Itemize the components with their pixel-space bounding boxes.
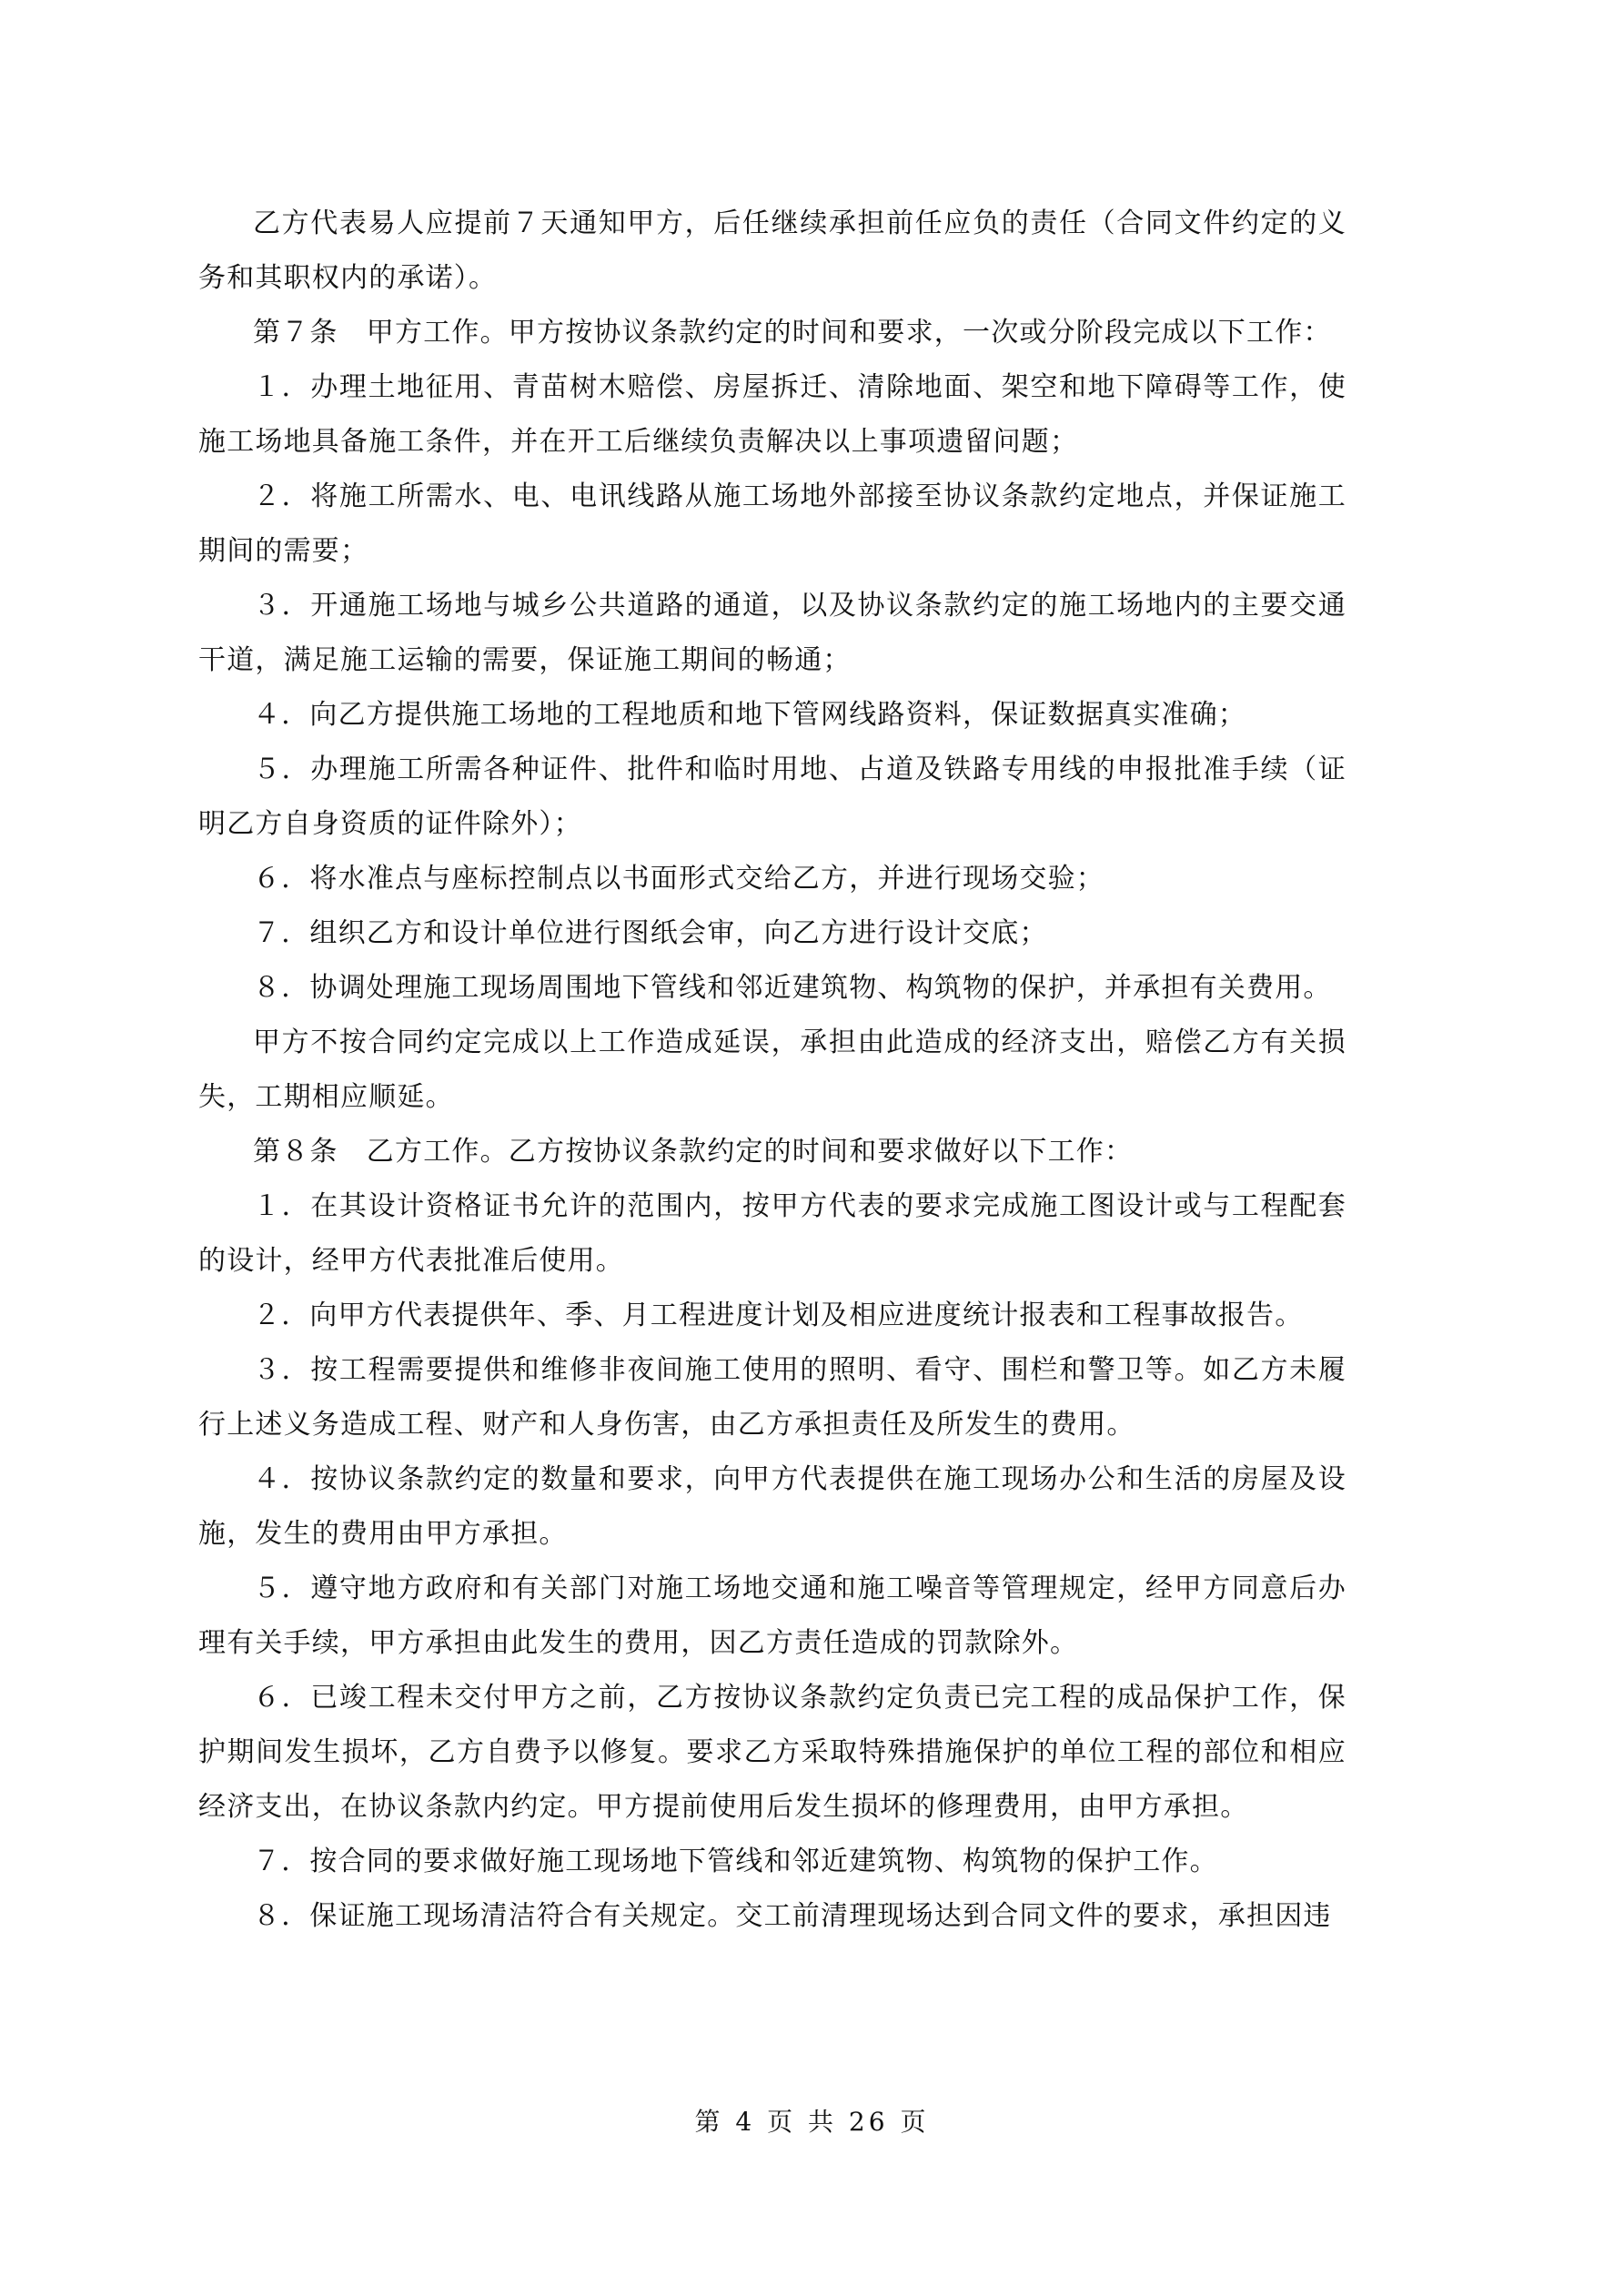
article-7-item-7: ７．组织乙方和设计单位进行图纸会审，向乙方进行设计交底； xyxy=(253,917,1048,949)
article-7-item-5: ５．办理施工所需各种证件、批件和临时用地、占道及铁路专用线的申报批准手续（证明乙方自身资质的证件除外）； xyxy=(198,754,1347,840)
article-7-heading: 第７条 甲方工作。甲方按协议条款约定的时间和要求，一次或分阶段完成以下工作： xyxy=(253,317,1332,349)
article-7-item-6: ６．将水准点与座标控制点以书面形式交给乙方，并进行现场交验； xyxy=(253,863,1105,895)
article-8-item-1: １．在其设计资格证书允许的范围内，按甲方代表的要求完成施工图设计或与工程配套的设计，经甲方代表批准后使用。 xyxy=(198,1190,1347,1277)
article-7-item-4: ４．向乙方提供施工场地的工程地质和地下管网线路资料，保证数据真实准确； xyxy=(253,699,1246,731)
article-7-item-2: ２．将施工所需水、电、电讯线路从施工场地外部接至协议条款约定地点，并保证施工期间的需要； xyxy=(198,480,1347,567)
page-number-footer: 第 4 页 共 26 页 xyxy=(694,2107,930,2137)
article-8-heading: 第８条 乙方工作。乙方按协议条款约定的时间和要求做好以下工作： xyxy=(253,1136,1134,1168)
article-8-item-8: ８．保证施工现场清洁符合有关规定。交工前清理现场达到合同文件的要求，承担因违 xyxy=(253,1900,1332,1932)
article-8-item-6: ６．已竣工程未交付甲方之前，乙方按协议条款约定负责已完工程的成品保护工作，保护期间发生损坏，乙方自费予以修复。要求乙方采取特殊措施保护的单位工程的部位和相应经济支出，在协议条款内约定。甲方提前使用后发生损坏的修理费用，由甲方承担。 xyxy=(198,1682,1347,1823)
article-7-item-1: １．办理土地征用、青苗树木赔偿、房屋拆迁、清除地面、架空和地下障碍等工作，使施工场地具备施工条件，并在开工后继续负责解决以上事项遗留问题； xyxy=(198,371,1347,458)
document-body xyxy=(198,197,1347,1944)
article-8-item-5: ５．遵守地方政府和有关部门对施工场地交通和施工噪音等管理规定，经甲方同意后办理有关手续，甲方承担由此发生的费用，因乙方责任造成的罚款除外。 xyxy=(198,1573,1347,1659)
article-7-item-8: ８．协调处理施工现场周围地下管线和邻近建筑物、构筑物的保护，并承担有关费用。 xyxy=(253,972,1332,1004)
article-7-liability: 甲方不按合同约定完成以上工作造成延误，承担由此造成的经济支出，赔偿乙方有关损失，工期相应顺延。 xyxy=(198,1027,1347,1113)
article-8-item-4: ４．按协议条款约定的数量和要求，向甲方代表提供在施工现场办公和生活的房屋及设施，发生的费用由甲方承担。 xyxy=(198,1463,1347,1550)
article-7-item-3: ３．开通施工场地与城乡公共道路的通道，以及协议条款约定的施工场地内的主要交通干道，满足施工运输的需要，保证施工期间的畅通； xyxy=(198,590,1347,676)
paragraph-1: 乙方代表易人应提前７天通知甲方，后任继续承担前任应负的责任（合同文件约定的义务和其职权内的承诺）。 xyxy=(198,207,1347,294)
article-8-item-2: ２．向甲方代表提供年、季、月工程进度计划及相应进度统计报表和工程事故报告。 xyxy=(253,1300,1304,1331)
article-8-item-7: ７．按合同的要求做好施工现场地下管线和邻近建筑物、构筑物的保护工作。 xyxy=(253,1846,1218,1877)
article-8-item-3: ３．按工程需要提供和维修非夜间施工使用的照明、看守、围栏和警卫等。如乙方未履行上述义务造成工程、财产和人身伤害，由乙方承担责任及所发生的费用。 xyxy=(198,1354,1347,1441)
